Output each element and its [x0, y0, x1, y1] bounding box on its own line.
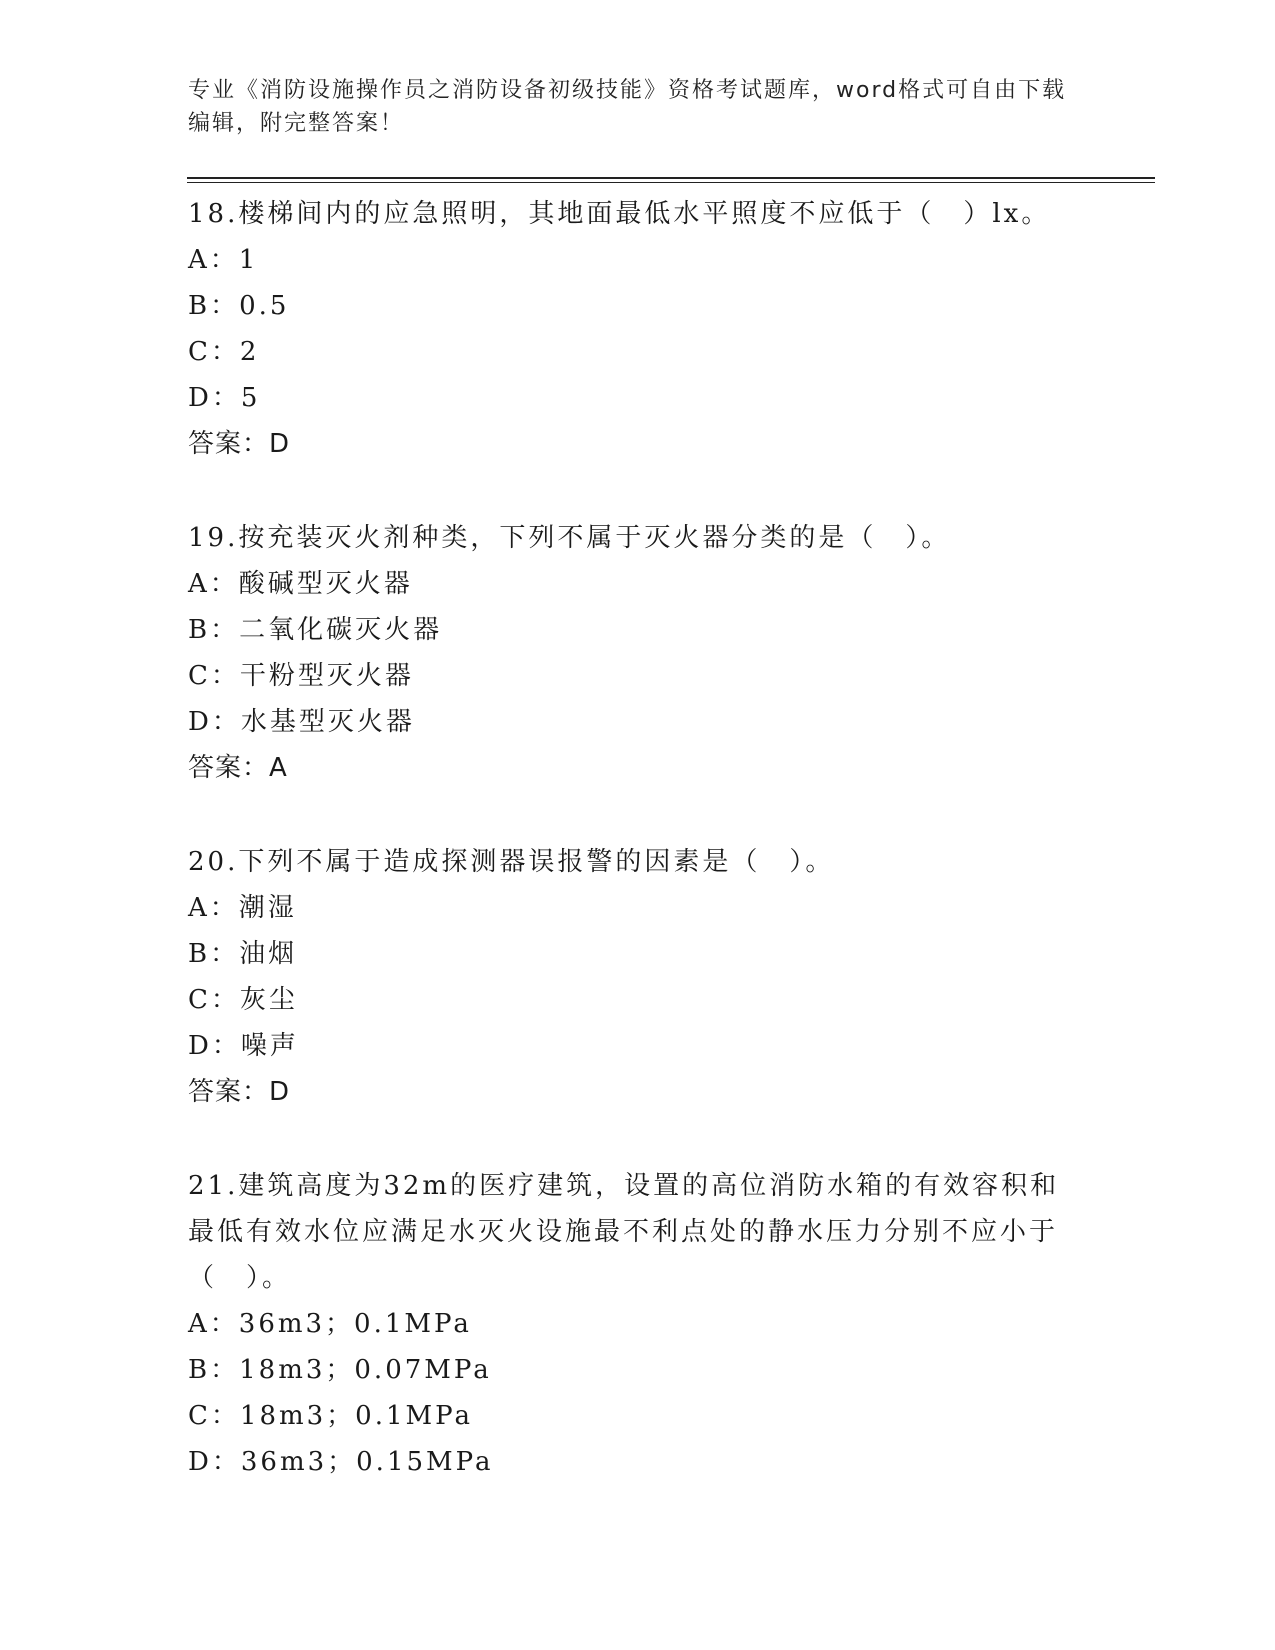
question-stem: 19.按充装灭火剂种类，下列不属于灭火器分类的是（ ）。	[188, 523, 951, 553]
option-letter: A：	[188, 893, 239, 923]
option-text: 2	[239, 337, 260, 367]
option-text: 1	[238, 245, 259, 275]
option-b	[188, 607, 1088, 653]
option-c	[188, 653, 1088, 699]
question-spacer	[188, 467, 1088, 512]
option-text: 36m3；0.1MPa	[238, 1309, 472, 1339]
option-text: 油烟	[239, 939, 298, 969]
answer-line: 答案：D	[188, 1077, 291, 1107]
option-letter: C：	[188, 985, 240, 1015]
option-d	[188, 1023, 1088, 1069]
option-d	[188, 1439, 1088, 1485]
option-letter: B：	[188, 291, 240, 321]
option-letter: D：	[188, 1447, 241, 1477]
option-text: 0.5	[239, 291, 290, 321]
answer-line: 答案：D	[188, 429, 291, 459]
option-letter: D：	[188, 383, 241, 413]
option-c	[188, 1393, 1088, 1439]
question-spacer	[188, 1115, 1088, 1160]
option-letter: B：	[188, 1355, 240, 1385]
option-text: 灰尘	[239, 985, 298, 1015]
option-b	[188, 1347, 1088, 1393]
option-letter: C：	[188, 337, 240, 367]
option-text: 干粉型灭火器	[239, 661, 414, 691]
answer-line: 答案：A	[188, 753, 288, 783]
question-list	[188, 188, 1088, 1485]
option-letter: B：	[188, 615, 240, 645]
option-d	[188, 699, 1088, 745]
question-18	[188, 188, 1088, 467]
option-text: 二氧化碳灭火器	[239, 615, 443, 645]
option-letter: C：	[188, 1401, 240, 1431]
option-text: 18m3；0.1MPa	[239, 1401, 473, 1431]
option-b	[188, 283, 1088, 329]
question-21	[188, 1160, 1088, 1485]
option-text: 水基型灭火器	[240, 707, 415, 737]
option-d	[188, 375, 1088, 421]
option-letter: B：	[188, 939, 240, 969]
question-stem: 20.下列不属于造成探测器误报警的因素是（ ）。	[188, 847, 835, 877]
option-text: 5	[240, 383, 261, 413]
option-a	[188, 561, 1088, 607]
option-letter: A：	[188, 245, 239, 275]
option-letter: A：	[188, 1309, 239, 1339]
option-a	[188, 1301, 1088, 1347]
question-stem: 18.楼梯间内的应急照明，其地面最低水平照度不应低于（ ）lx。	[188, 199, 1051, 229]
option-b	[188, 931, 1088, 977]
option-letter: D：	[188, 1031, 241, 1061]
document-header: 专业《消防设施操作员之消防设备初级技能》资格考试题库，word格式可自由下载编辑，附完整答案！	[188, 78, 1067, 136]
option-text: 酸碱型灭火器	[238, 569, 413, 599]
option-text: 噪声	[240, 1031, 299, 1061]
option-letter: A：	[188, 569, 239, 599]
question-stem: 21.建筑高度为32m的医疗建筑，设置的高位消防水箱的有效容积和最低有效水位应满足水灭火设施最不利点处的静水压力分别不应小于（ ）。	[188, 1171, 1060, 1293]
option-a	[188, 237, 1088, 283]
option-text: 潮湿	[238, 893, 297, 923]
header-divider-thin	[187, 182, 1155, 183]
option-letter: D：	[188, 707, 241, 737]
question-spacer	[188, 791, 1088, 836]
option-text: 18m3；0.07MPa	[239, 1355, 492, 1385]
option-letter: C：	[188, 661, 240, 691]
option-text: 36m3；0.15MPa	[240, 1447, 494, 1477]
option-a	[188, 885, 1088, 931]
question-20	[188, 836, 1088, 1115]
header-divider-thick	[187, 177, 1155, 179]
question-19	[188, 512, 1088, 791]
option-c	[188, 977, 1088, 1023]
option-c	[188, 329, 1088, 375]
